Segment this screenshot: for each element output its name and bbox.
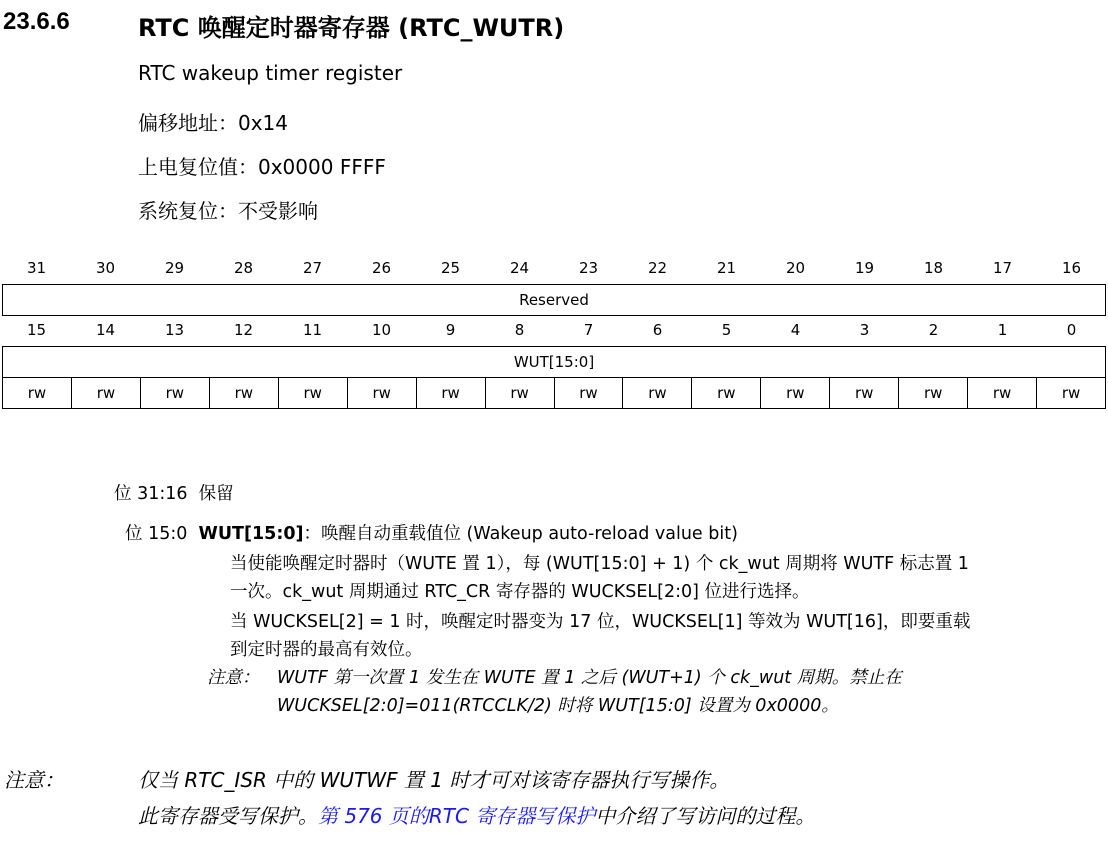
bit-number-15: 16 (1061, 259, 1082, 277)
bit-number-7: 8 (514, 321, 525, 339)
bit-number-14: 1 (997, 321, 1008, 339)
field-wut-note-line2: WUCKSEL[2:0]=011(RTCCLK/2) 时将 WUT[15:0] 设置为 0x0000。 (277, 696, 839, 716)
bit-number-0: 15 (26, 321, 47, 339)
bit-number-5: 10 (371, 321, 392, 339)
access-type-13: rw (899, 378, 968, 409)
lower-field-row (2, 346, 1106, 378)
field-wut-name: WUT[15:0] (198, 524, 304, 544)
access-type-6: rw (416, 378, 485, 409)
bit-number-3: 28 (233, 259, 254, 277)
access-type-4: rw (278, 378, 347, 409)
field-bits-15-0: 位 15:0 (125, 524, 188, 544)
note-line2-post: 中介绍了写访问的过程。 (595, 804, 816, 828)
access-type-3: rw (209, 378, 278, 409)
note-line1: 仅当 RTC_ISR 中的 WUTWF 置 1 时才可对该寄存器执行写操作。 (138, 768, 730, 792)
bit-number-14: 17 (992, 259, 1013, 277)
wut-field: WUT[15:0] (3, 347, 1106, 378)
field-wut-header (125, 520, 738, 545)
field-wut-line2: 一次。ck_wut 周期通过 RTC_CR 寄存器的 WUCKSEL[2:0] 位进行选择。 (230, 582, 810, 602)
field-wut-note-line1: WUTF 第一次置 1 发生在 WUTE 置 1 之后 (WUT+1) 个 ck_wut 周期。禁止在 (277, 668, 902, 688)
upper-bit-numbers (2, 254, 1106, 282)
access-type-12: rw (830, 378, 899, 409)
bit-number-12: 19 (854, 259, 875, 277)
access-type-8: rw (554, 378, 623, 409)
access-row (2, 377, 1106, 409)
bit-number-3: 12 (233, 321, 254, 339)
field-wut-line4: 到定时器的最高有效位。 (230, 640, 423, 660)
bit-number-7: 24 (509, 259, 530, 277)
bit-number-2: 29 (164, 259, 185, 277)
access-type-5: rw (347, 378, 416, 409)
bit-number-11: 20 (785, 259, 806, 277)
bit-number-2: 13 (164, 321, 185, 339)
field-wut-summary: ：唤醒自动重载值位 (Wakeup auto-reload value bit) (303, 524, 738, 544)
field-reserved-name: 保留 (198, 484, 234, 504)
lower-bit-numbers (2, 316, 1106, 344)
bit-number-0: 31 (26, 259, 47, 277)
bit-number-1: 14 (95, 321, 116, 339)
bit-number-9: 22 (647, 259, 668, 277)
bit-number-8: 23 (578, 259, 599, 277)
bit-number-15: 0 (1066, 321, 1077, 339)
access-type-0: rw (3, 378, 72, 409)
bit-number-4: 11 (302, 321, 323, 339)
bit-number-13: 2 (928, 321, 939, 339)
bit-number-10: 5 (721, 321, 732, 339)
upper-field-row (2, 284, 1106, 316)
field-wut-line1: 当使能唤醒定时器时（WUTE 置 1），每 (WUT[15:0] + 1) 个 ck_wut 周期将 WUTF 标志置 1 (230, 554, 969, 574)
reserved-field: Reserved (3, 285, 1106, 316)
bit-number-10: 21 (716, 259, 737, 277)
note-line2 (138, 800, 815, 829)
access-type-9: rw (623, 378, 692, 409)
bit-number-8: 7 (583, 321, 594, 339)
write-protect-link[interactable]: 第 576 页的RTC 寄存器写保护 (318, 804, 596, 828)
bit-number-6: 25 (440, 259, 461, 277)
note-line2-pre: 此寄存器受写保护。 (138, 804, 318, 828)
system-reset: 系统复位：不受影响 (138, 199, 318, 223)
bit-number-11: 4 (790, 321, 801, 339)
access-type-1: rw (71, 378, 140, 409)
bit-number-6: 9 (445, 321, 456, 339)
bit-number-4: 27 (302, 259, 323, 277)
access-type-11: rw (761, 378, 830, 409)
field-wut-line3: 当 WUCKSEL[2] = 1 时，唤醒定时器变为 17 位，WUCKSEL[1] 等效为 WUT[16]，即要重载 (230, 612, 971, 632)
bit-number-1: 30 (95, 259, 116, 277)
bit-number-12: 3 (859, 321, 870, 339)
access-type-10: rw (692, 378, 761, 409)
field-reserved-desc (114, 480, 234, 505)
bit-number-13: 18 (923, 259, 944, 277)
access-type-15: rw (1037, 378, 1106, 409)
section-title: RTC 唤醒定时器寄存器 (RTC_WUTR) (138, 14, 565, 42)
register-subtitle: RTC wakeup timer register (138, 61, 403, 85)
access-type-7: rw (485, 378, 554, 409)
bit-number-9: 6 (652, 321, 663, 339)
note-label: 注意： (4, 768, 64, 792)
access-type-2: rw (140, 378, 209, 409)
field-bits-31-16: 位 31:16 (114, 484, 188, 504)
power-reset-value: 上电复位值：0x0000 FFFF (138, 155, 386, 179)
field-wut-note-label: 注意： (207, 668, 260, 688)
access-type-14: rw (968, 378, 1037, 409)
section-number: 23.6.6 (3, 8, 70, 35)
offset-address: 偏移地址：0x14 (138, 111, 289, 135)
bit-number-5: 26 (371, 259, 392, 277)
